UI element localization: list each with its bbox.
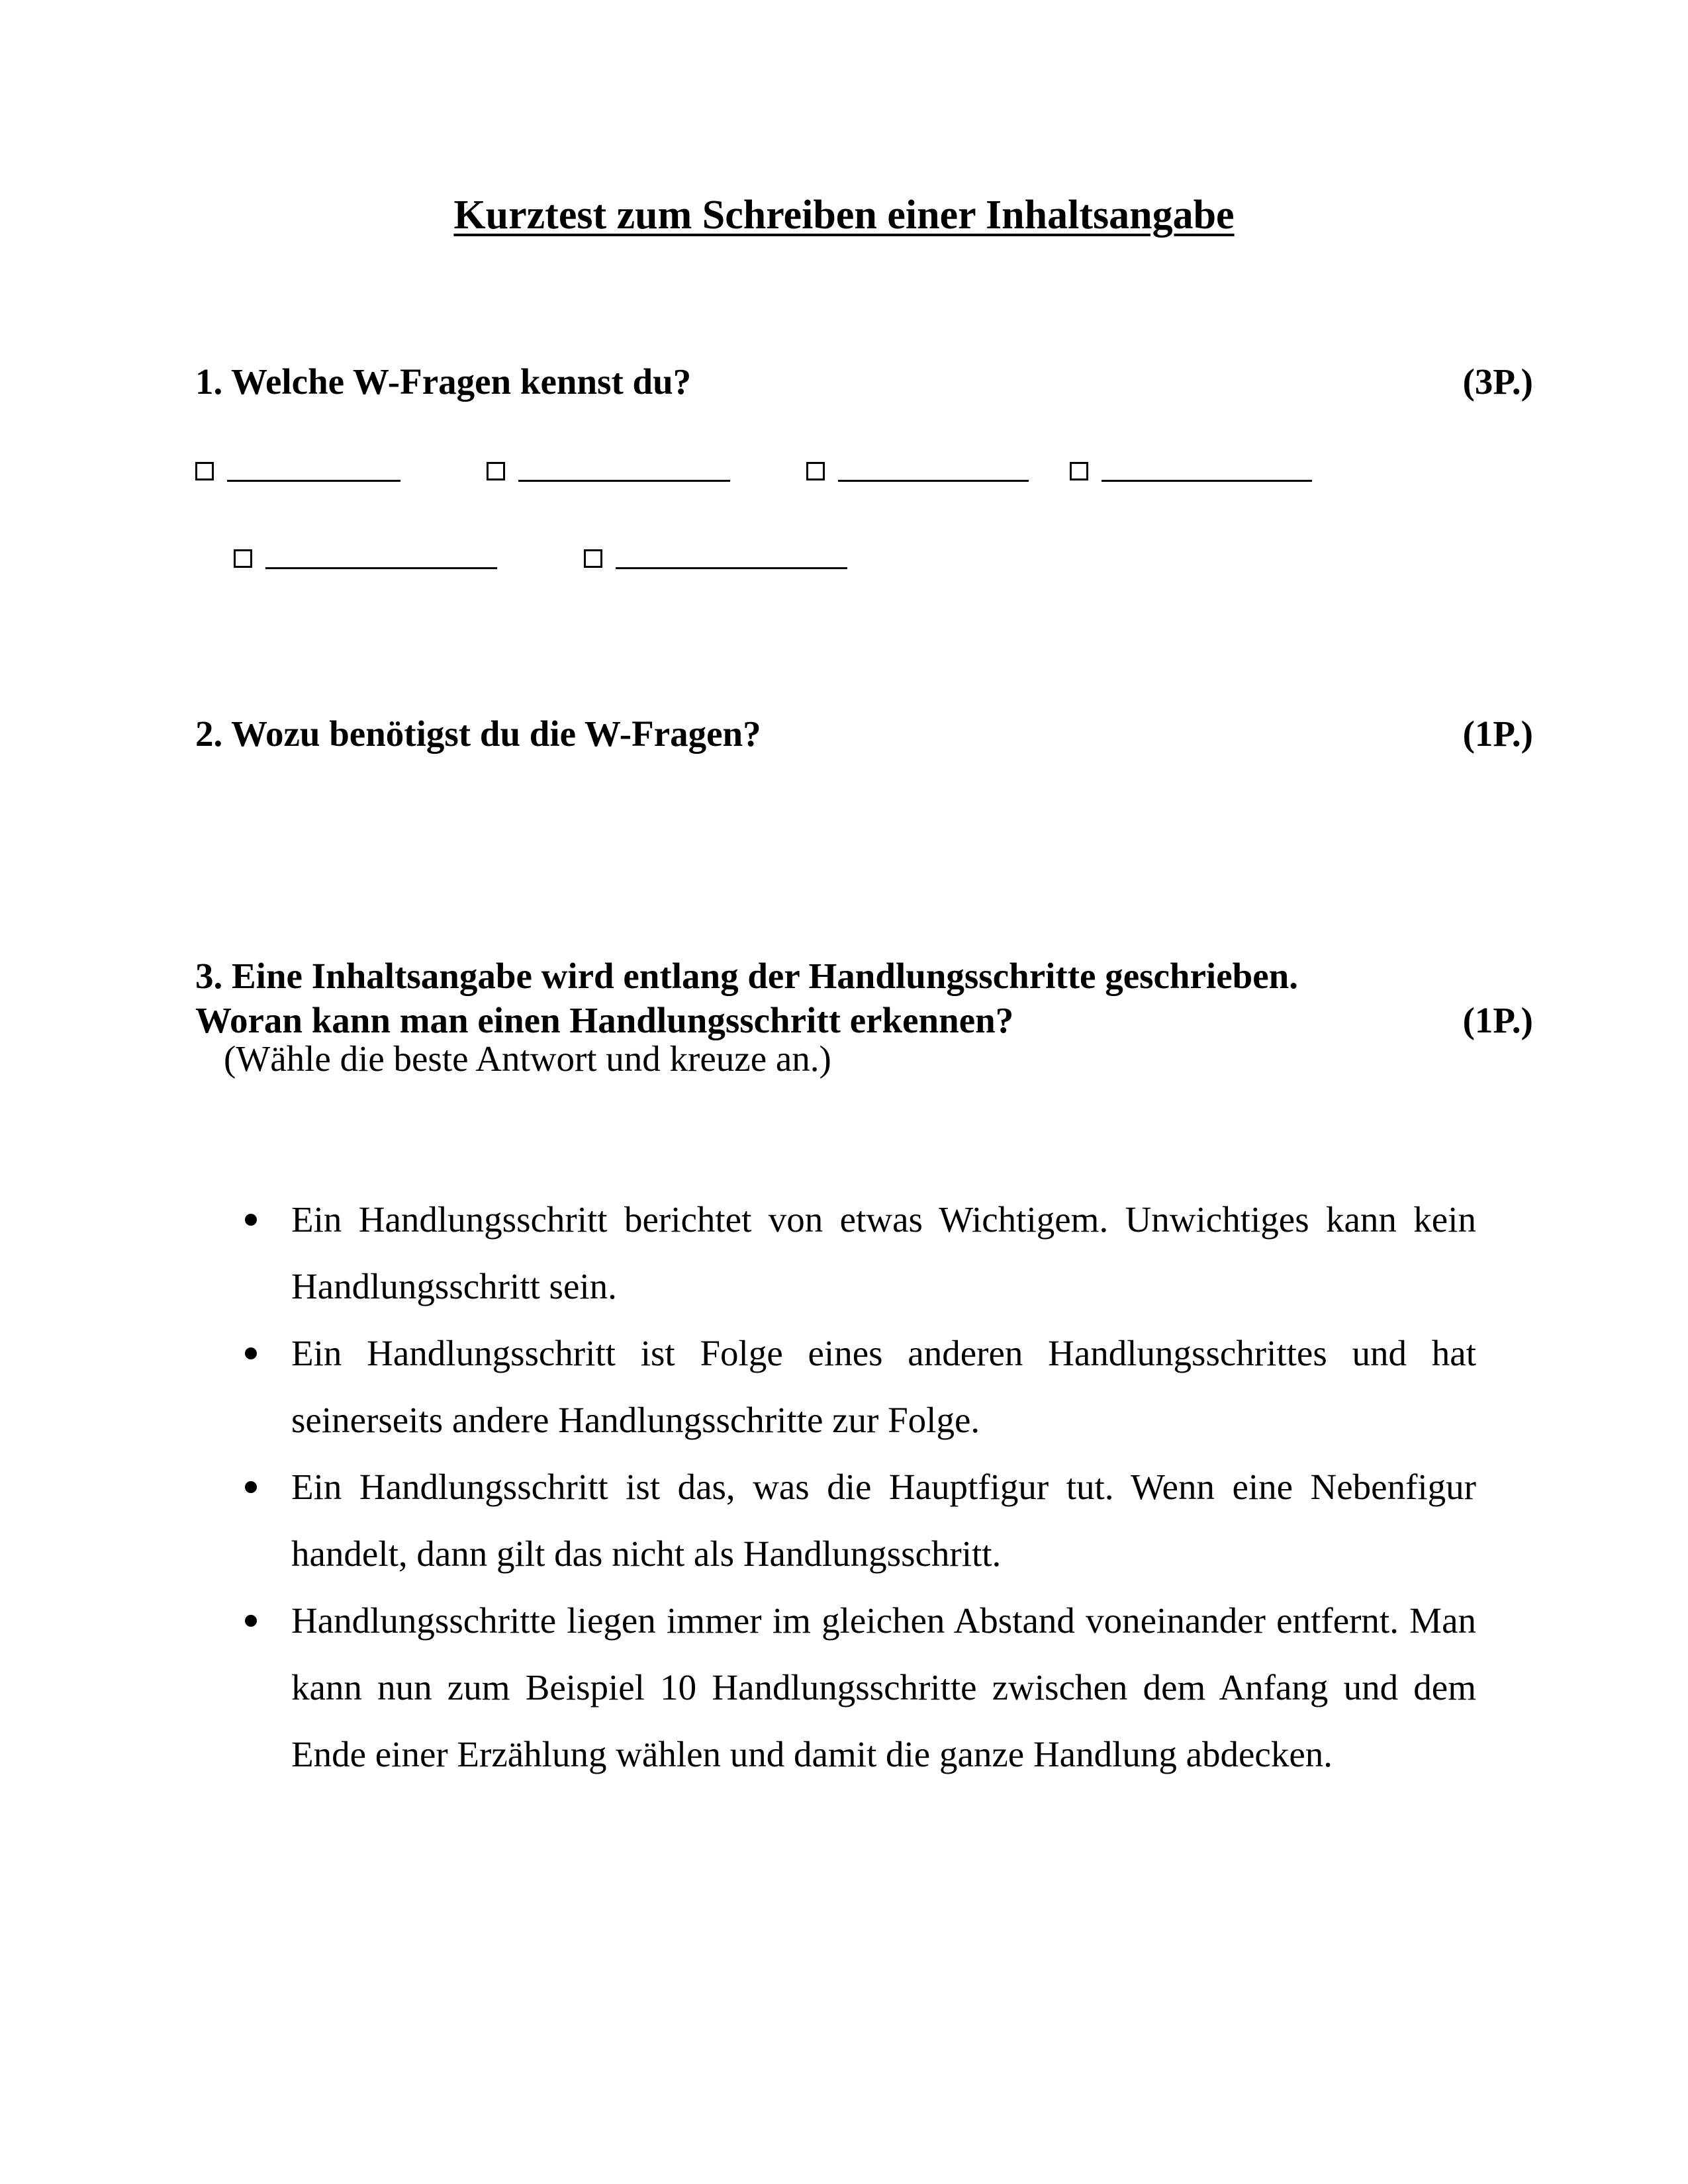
answer-slot-4[interactable] (1070, 450, 1312, 490)
checkbox-icon[interactable] (195, 462, 214, 480)
question-3-label-line1: 3. Eine Inhaltsangabe wird entlang der Handlungsschritte geschrieben. (195, 956, 1298, 996)
answer-slot-6[interactable] (584, 537, 847, 577)
answer-option-text: Handlungsschritte liegen immer im gleichen Abstand voneinander entfernt. Man kann nun zum Beispiel 10 Handlungsschritte zwischen dem Anfang und dem Ende einer Erzählung wählen und damit die ganze Handlung abdecken. (291, 1600, 1476, 1774)
answer-option[interactable] (291, 1453, 1476, 1587)
answer-option[interactable] (291, 1186, 1476, 1320)
answer-options-list (291, 1186, 1476, 1788)
question-1-points: (3P.) (1462, 361, 1533, 402)
bullet-icon (245, 1481, 257, 1493)
checkbox-icon[interactable] (1070, 462, 1088, 480)
question-3-label-line2: Woran kann man einen Handlungsschritt erkennen? (195, 1000, 1014, 1040)
question-2-points: (1P.) (1462, 713, 1533, 754)
answer-option-text: Ein Handlungsschritt ist das, was die Hauptfigur tut. Wenn eine Nebenfigur handelt, dann gilt das nicht als Handlungsschritt. (291, 1467, 1476, 1574)
answer-blank-line[interactable] (838, 478, 1029, 482)
answer-blank-line[interactable] (265, 566, 497, 569)
answer-slot-1[interactable] (195, 450, 400, 490)
checkbox-icon[interactable] (806, 462, 825, 480)
answer-blank-line[interactable] (227, 478, 400, 482)
answer-blank-line[interactable] (518, 478, 730, 482)
question-3-hint: (Wähle die beste Antwort und kreuze an.) (224, 1038, 831, 1079)
answer-slot-5[interactable] (234, 537, 497, 577)
checkbox-icon[interactable] (584, 549, 602, 568)
question-1-label: 1. Welche W-Fragen kennst du? (195, 361, 692, 402)
answer-blank-line[interactable] (616, 566, 847, 569)
answer-slot-2[interactable] (487, 450, 730, 490)
question-2-label: 2. Wozu benötigst du die W-Fragen? (195, 713, 761, 754)
checkbox-icon[interactable] (234, 549, 252, 568)
page-title: Kurztest zum Schreiben einer Inhaltsangabe (453, 193, 1235, 238)
answer-option[interactable] (291, 1320, 1476, 1453)
answer-option-text: Ein Handlungsschritt berichtet von etwas Wichtigem. Unwichtiges kann kein Handlungsschritt sein. (291, 1199, 1476, 1306)
bullet-icon (245, 1347, 257, 1359)
checkbox-icon[interactable] (487, 462, 505, 480)
bullet-icon (245, 1214, 257, 1226)
answer-option[interactable] (291, 1587, 1476, 1788)
answer-blank-line[interactable] (1102, 478, 1312, 482)
bullet-icon (245, 1615, 257, 1627)
answer-option-text: Ein Handlungsschritt ist Folge eines anderen Handlungsschrittes und hat seinerseits andere Handlungsschritte zur Folge. (291, 1333, 1476, 1440)
question-3-points: (1P.) (1462, 1000, 1533, 1040)
answer-slot-3[interactable] (806, 450, 1029, 490)
